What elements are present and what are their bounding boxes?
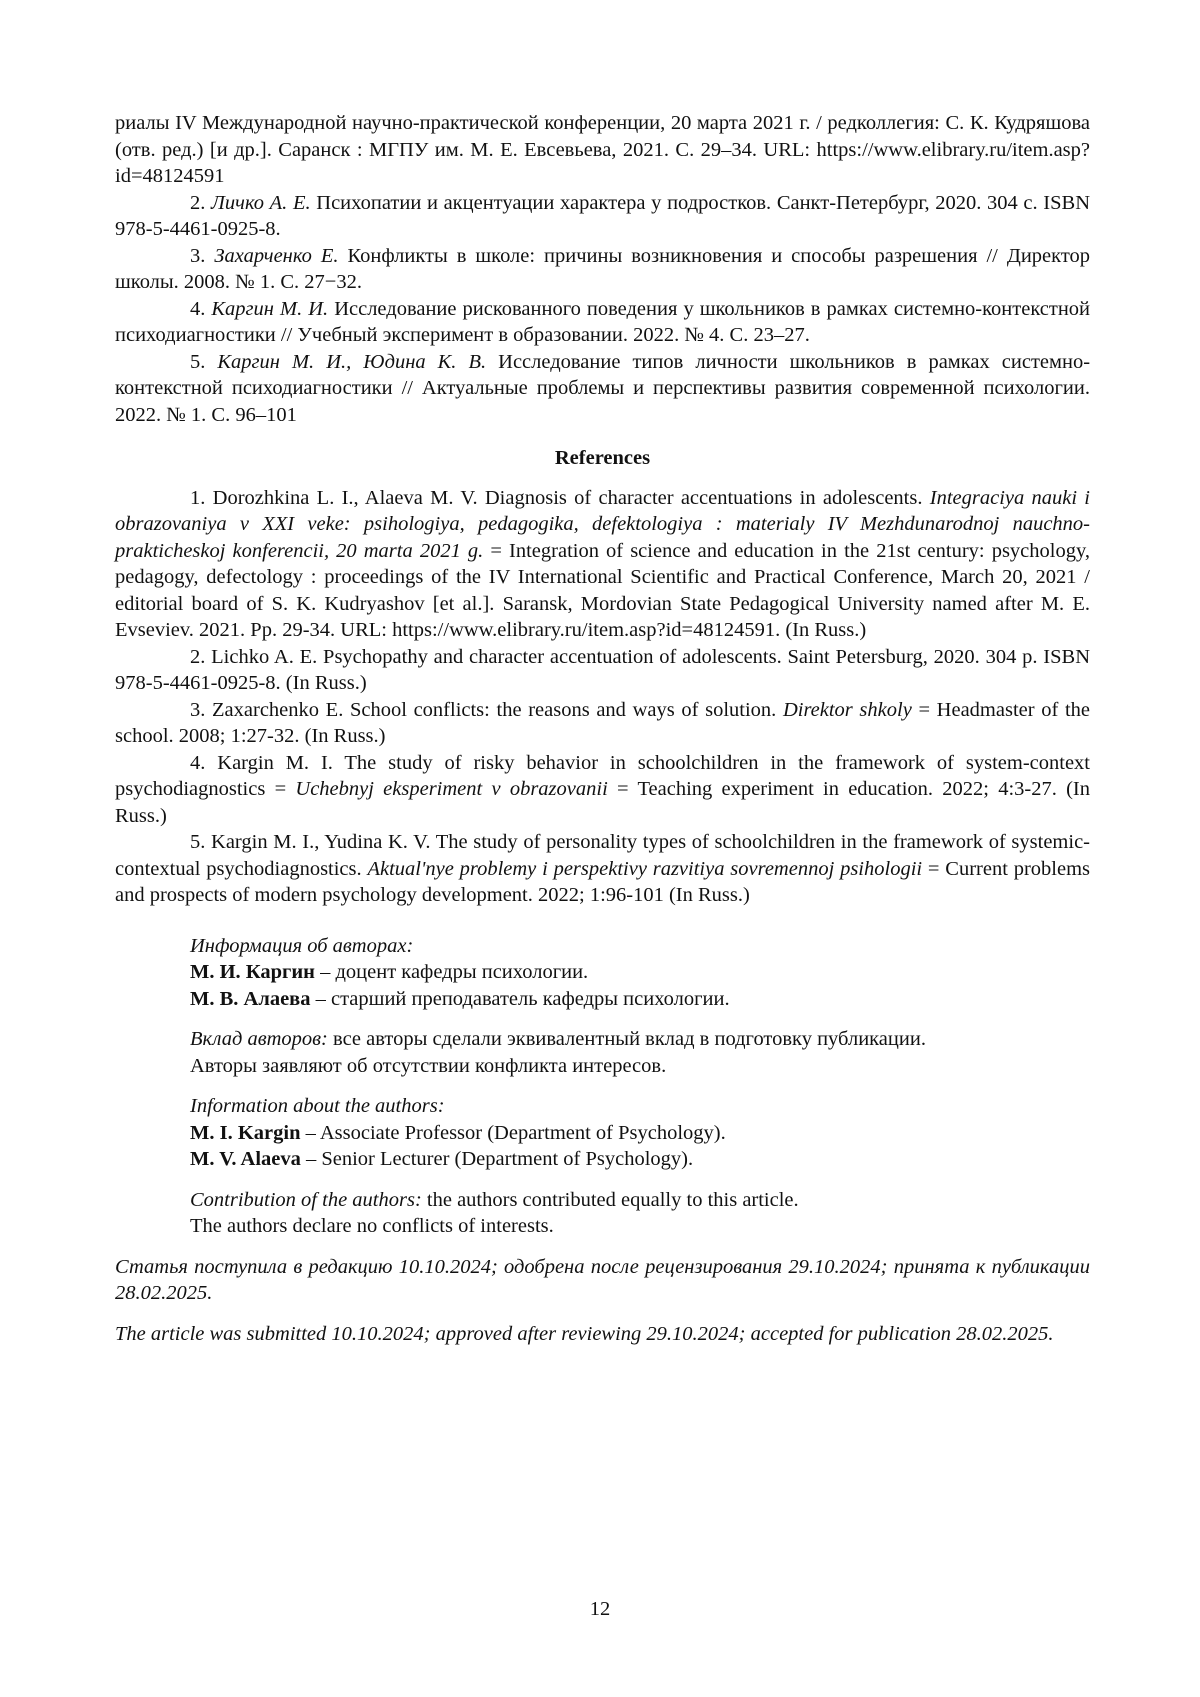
ru-reference-5-text: Исследование типов личности школьников в рамках системно-контекстной психодиагностики // Актуальные проблемы и перспективы развития современной психологии. 2022. № 1. С. 96–101 xyxy=(115,350,1091,426)
en-reference-3 xyxy=(115,697,1090,750)
ru-reference-5-number: 5. xyxy=(190,350,206,373)
contribution-ru-label: Вклад авторов: xyxy=(190,1028,328,1050)
ru-reference-4-number: 4. xyxy=(190,297,206,320)
en-reference-1-source: Integraciya nauki i obrazovaniya v XXI veke: psihologiya, pedagogika, defektologiya : materialy IV Mezhdunarodnoj nauchno-prakticheskoj konferencii, 20 marta 2021 g. xyxy=(115,486,1091,562)
page-body xyxy=(115,110,1090,1347)
en-reference-5 xyxy=(115,829,1090,909)
author-2-en-name: M. V. Alaeva xyxy=(190,1148,301,1170)
en-reference-4-source: Uchebnyj eksperiment v obrazovanii xyxy=(295,778,608,800)
en-reference-1 xyxy=(115,485,1090,644)
en-reference-4-authors: 4. Kargin M. I. The study of risky behavior in schoolchildren in the framework of system-context psychodiagnostics = xyxy=(115,751,1090,800)
contribution-ru-line xyxy=(190,1026,1090,1053)
ru-reference-3-text: Конфликты в школе: причины возникновения и способы разрешения // Директор школы. 2008. № 1. С. 27−32. xyxy=(115,244,1091,293)
ru-reference-continuation xyxy=(115,110,1090,190)
en-reference-3-authors: 3. Zaxarchenko E. School conflicts: the reasons and ways of solution. xyxy=(190,698,777,721)
ru-reference-4-text: Исследование рискованного поведения у школьников в рамках системно-контекстной психодиагностики // Учебный эксперимент в образовании. 2022. № 4. С. 23–27. xyxy=(115,297,1091,346)
spacer xyxy=(115,1240,1090,1254)
en-reference-3-source: Direktor shkoly xyxy=(782,698,912,721)
en-reference-2: 2. Lichko A. E. Psychopathy and character accentuation of adolescents. Saint Petersburg, 2020. 304 p. ISBN 978-5-4461-0925-8. (In Russ.) xyxy=(115,645,1090,694)
author-1-en-role: – Associate Professor (Department of Psychology). xyxy=(305,1121,726,1144)
ru-reference-4-author: Каргин М. И. xyxy=(211,297,329,320)
conflicts-en: The authors declare no conflicts of interests. xyxy=(190,1215,554,1237)
spacer xyxy=(115,1307,1090,1321)
author-1-ru-name: М. И. Каргин xyxy=(190,961,315,983)
author-2-ru xyxy=(190,986,1090,1013)
authors-info-ru xyxy=(190,933,1090,1013)
conflicts-ru: Авторы заявляют об отсутствии конфликта интересов. xyxy=(190,1054,667,1077)
en-reference-1-details: = Integration of science and education in the 21st century: psychology, pedagogy, defectology : proceedings of the IV International Scientific and Practical Conference, March 20, 2021 / editorial board of S. K. Kudryashov [et al.]. Saransk, Mordovian State Pedagogical University named after M. E. Evseviev. 2021. Pp. 29-34. URL: https://www.elibrary.ru/item.asp?id=48124591. (In Russ.) xyxy=(115,539,1091,641)
ru-reference-2-text: Психопатии и акцентуации характера у подростков. Санкт-Петербург, 2020. 304 с. ISBN 978-5-4461-0925-8. xyxy=(115,191,1091,240)
ru-reference-3-number: 3. xyxy=(190,244,206,267)
contribution-en-label: Contribution of the authors: xyxy=(190,1188,422,1211)
en-reference-5-details: = Current problems and prospects of modern psychology development. 2022; 1:96-101 (In Russ.) xyxy=(115,857,1090,906)
author-1-en-name: M. I. Kargin xyxy=(190,1121,301,1144)
references-heading: References xyxy=(554,447,651,469)
contribution-ru-text: все авторы сделали эквивалентный вклад в подготовку публикации. xyxy=(333,1028,926,1050)
ru-reference-5 xyxy=(115,349,1090,429)
en-reference-5-authors: 5. Kargin M. I., Yudina K. V. The study of personality types of schoolchildren in the framework of systemic-contextual psychodiagnostics. xyxy=(115,831,1090,880)
ru-reference-2 xyxy=(115,190,1090,243)
page-number: 12 xyxy=(589,1598,611,1620)
contribution-ru xyxy=(190,1026,1090,1079)
author-1-ru xyxy=(190,959,1090,986)
spacer xyxy=(115,909,1090,933)
contribution-en-line xyxy=(190,1187,1090,1214)
ru-reference-2-number: 2. xyxy=(190,191,206,214)
submission-dates-en: The article was submitted 10.10.2024; approved after reviewing 29.10.2024; accepted for publication 28.02.2025. xyxy=(115,1322,1054,1345)
en-reference-4-details: = Teaching experiment in education. 2022; 4:3-27. (In Russ.) xyxy=(115,778,1091,827)
authors-info-en xyxy=(190,1093,1090,1173)
authors-info-en-heading: Information about the authors: xyxy=(190,1095,445,1117)
ru-reference-3-author: Захарченко Е. xyxy=(214,244,339,267)
ru-reference-4 xyxy=(115,296,1090,349)
en-reference-1-authors: 1. Dorozhkina L. I., Alaeva M. V. Diagnosis of character accentuations in adolescents. xyxy=(190,486,923,509)
author-2-en xyxy=(190,1146,1090,1173)
ru-reference-5-author: Каргин М. И., Юдина К. В. xyxy=(217,350,487,373)
en-reference-4 xyxy=(115,750,1090,830)
spacer xyxy=(115,1012,1090,1026)
en-reference-5-source: Aktual'nye problemy i perspektivy razvitiya sovremennoj psihologii xyxy=(367,857,923,880)
contribution-en xyxy=(190,1187,1090,1240)
spacer xyxy=(115,1079,1090,1093)
contribution-en-text: the authors contributed equally to this article. xyxy=(426,1188,799,1211)
author-1-ru-role: – доцент кафедры психологии. xyxy=(320,961,589,983)
authors-info-ru-heading: Информация об авторах: xyxy=(190,934,414,957)
ru-reference-3 xyxy=(115,243,1090,296)
author-2-ru-name: М. В. Алаева xyxy=(190,987,311,1010)
en-reference-3-details: = Headmaster of the school. 2008; 1:27-32. (In Russ.) xyxy=(115,698,1091,747)
author-2-ru-role: – старший преподаватель кафедры психологии. xyxy=(315,987,730,1010)
spacer xyxy=(115,1173,1090,1187)
ru-reference-1-tail: риалы IV Международной научно-практической конференции, 20 марта 2021 г. / редколлегия: С. К. Кудряшова (отв. ред.) [и др.]. Саранск : МГПУ им. М. Е. Евсевьева, 2021. С. 29–34. URL: https://www.elibrary.ru/item.asp?id=48124591 xyxy=(115,112,1090,187)
ru-reference-2-author: Личко А. Е. xyxy=(211,191,311,214)
submission-dates-ru: Статья поступила в редакцию 10.10.2024; одобрена после рецензирования 29.10.2024; принята к публикации 28.02.2025. xyxy=(115,1255,1090,1304)
author-2-en-role: – Senior Lecturer (Department of Psychology). xyxy=(305,1148,694,1170)
author-1-en xyxy=(190,1120,1090,1147)
